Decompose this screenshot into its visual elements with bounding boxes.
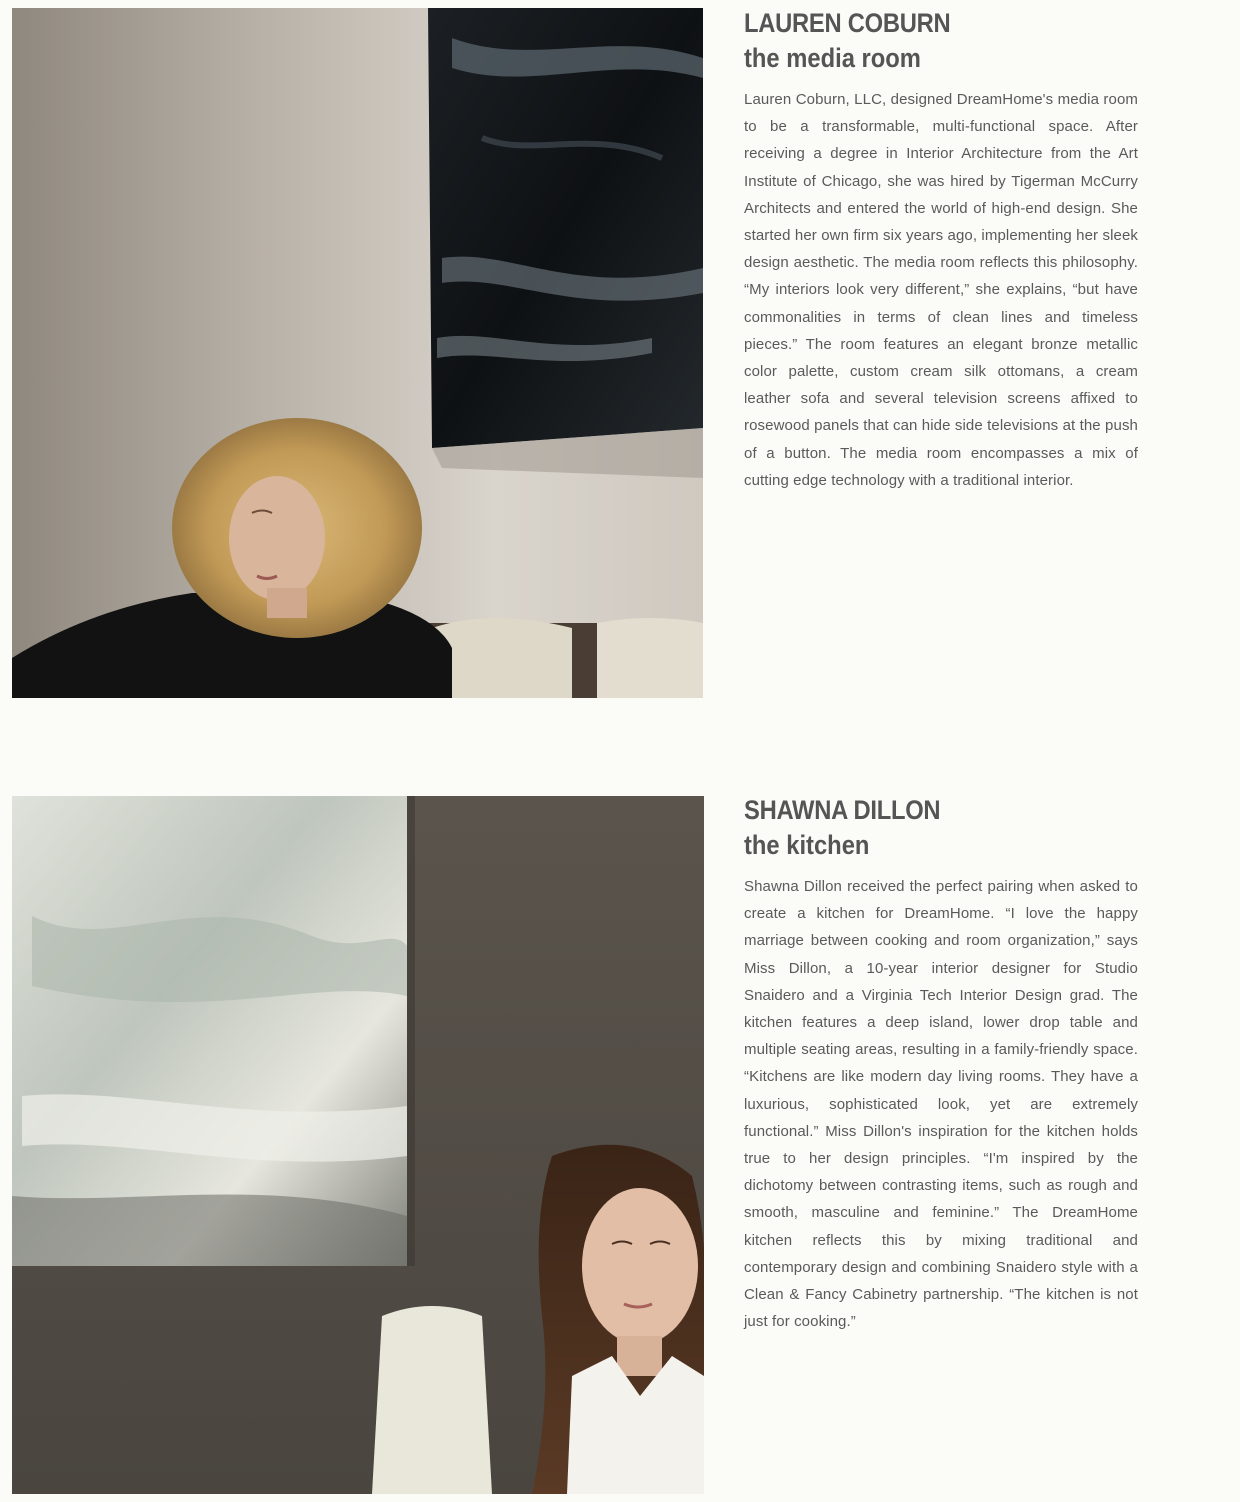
designer-section-lauren-coburn [744, 6, 1138, 494]
designer-name: SHAWNA DILLON [744, 795, 941, 825]
designer-description: Shawna Dillon received the perfect pairing when asked to create a kitchen for DreamHome. “I love the happy marriage between cooking and room organization,” says Miss Dillon, a 10-year interior designer for Studio Snaidero and a Virginia Tech Interior Design grad. The kitchen features a deep island, lower drop table and multiple seating areas, resulting in a family-friendly space. “Kitchens are like modern day living rooms. They have a luxurious, sophisticated look, yet are extremely functional.” Miss Dillon's inspiration for the kitchen holds true to her design principles. “I'm inspired by the dichotomy between contrasting items, such as rough and smooth, masculine and feminine.” The DreamHome kitchen reflects this by mixing traditional and contemporary design and combining Snaidero style with a Clean & Fancy Cabinetry partnership. “The kitchen is not just for cooking.” [744, 878, 1138, 1331]
portrait-photo-lauren-coburn [12, 8, 703, 698]
portrait-photo-shawna-dillon [12, 796, 704, 1494]
room-title: the kitchen [744, 830, 870, 860]
designer-section-shawna-dillon [744, 793, 1138, 1335]
designer-description: Lauren Coburn, LLC, designed DreamHome's media room to be a transformable, multi-functional space. After receiving a degree in Interior Architecture from the Art Institute of Chicago, she was hired by Tigerman McCurry Architects and entered the world of high-end design. She started her own firm six years ago, implementing her sleek design aesthetic. The media room reflects this philosophy. “My interiors look very different,” she explains, “but have commonalities in terms of clean lines and timeless pieces.” The room features an elegant bronze metallic color palette, custom cream silk ottomans, a cream leather sofa and several television screens affixed to rosewood panels that can hide side televisions at the push of a button. The media room encompasses a mix of cutting edge technology with a traditional interior. [744, 91, 1138, 489]
room-title: the media room [744, 43, 921, 73]
designer-name: LAUREN COBURN [744, 8, 951, 38]
